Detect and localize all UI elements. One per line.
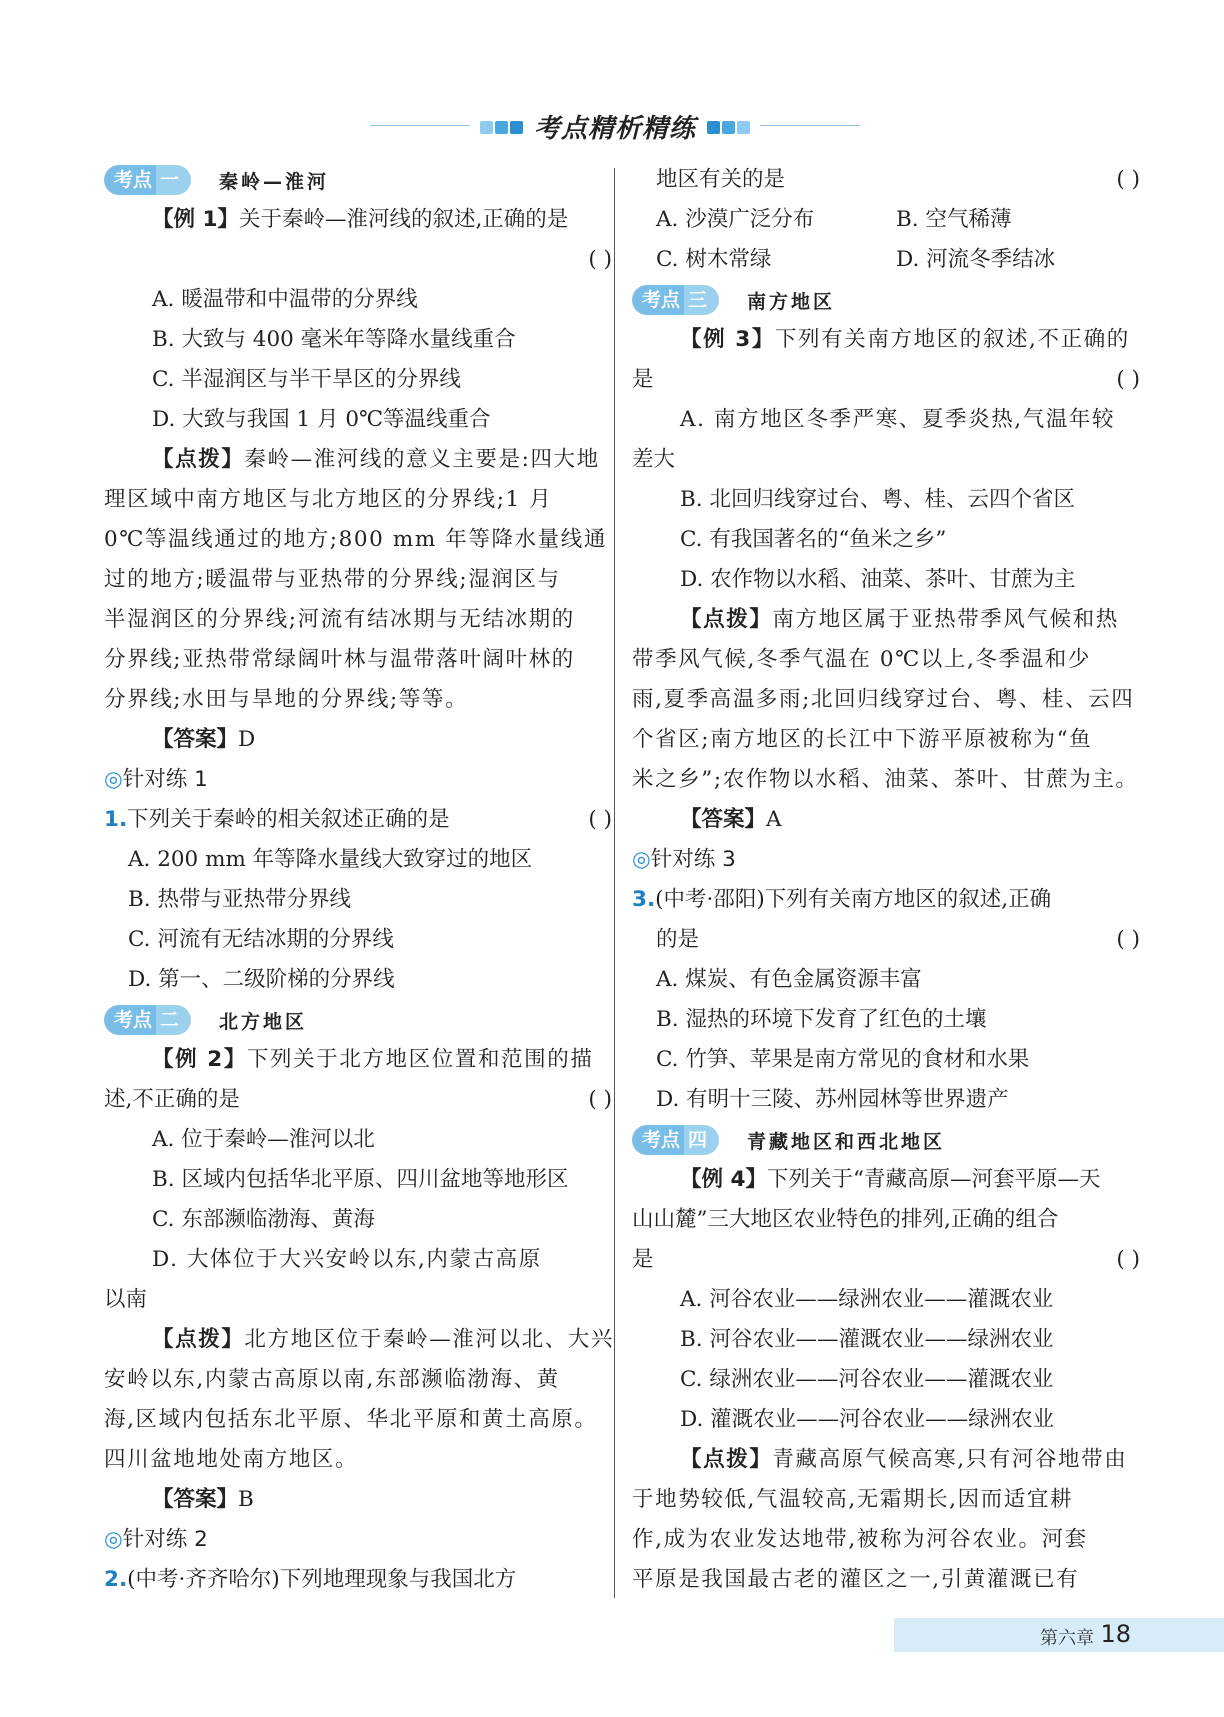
practice-1-heading: ◎针对练 1 bbox=[104, 767, 208, 792]
column-divider bbox=[614, 168, 615, 1598]
answer-line: 【答案】B bbox=[152, 1487, 254, 1512]
hint-line: 米之乡”;农作物以水稻、油菜、茶叶、甘蔗为主。 bbox=[632, 767, 1139, 792]
option: C. 有我国著名的“鱼米之乡” bbox=[680, 527, 947, 552]
example-2-stem: 【例 2】下列关于北方地区位置和范围的描 bbox=[152, 1047, 594, 1072]
square-icon bbox=[480, 121, 493, 134]
option: D. 灌溉农业——河谷农业——绿洲农业 bbox=[680, 1407, 1055, 1432]
kaodian-4-heading bbox=[632, 1120, 1130, 1160]
question-1-stem: 1.下列关于秦岭的相关叙述正确的是 ( ) bbox=[104, 807, 612, 832]
hint-line: 理区域中南方地区与北方地区的分界线;1 月 bbox=[104, 487, 553, 512]
practice-2-heading: ◎针对练 2 bbox=[104, 1527, 208, 1552]
hint-line: 四川盆地地处南方地区。 bbox=[104, 1447, 359, 1472]
kaodian-2-heading bbox=[104, 1000, 602, 1040]
kaodian-badge: 考点 二 bbox=[104, 1005, 191, 1035]
option: A. 暖温带和中温带的分界线 bbox=[152, 287, 418, 312]
example-4-stem-cont: 山山麓”三大地区农业特色的排列,正确的组合 bbox=[632, 1207, 1059, 1232]
page-number: 18 bbox=[1100, 1620, 1131, 1648]
kaodian-badge: 考点 四 bbox=[632, 1125, 719, 1155]
kaodian-3-heading bbox=[632, 280, 1130, 320]
question-2-stem-cont: 地区有关的是 ( ) bbox=[656, 167, 1140, 192]
example-1-paren: ( ) bbox=[588, 247, 612, 272]
hint-line: 平原是我国最古老的灌区之一,引黄灌溉已有 bbox=[632, 1567, 1080, 1592]
option: B. 北回归线穿过台、粤、桂、云四个省区 bbox=[680, 487, 1075, 512]
hint-line: 【点拨】北方地区位于秦岭—淮河以北、大兴 bbox=[152, 1327, 615, 1352]
hint-line: 分界线;水田与旱地的分界线;等等。 bbox=[104, 687, 469, 712]
question-2-stem: 2.(中考·齐齐哈尔)下列地理现象与我国北方 bbox=[104, 1567, 517, 1592]
hint-line: 安岭以东,内蒙古高原以南,东部濒临渤海、黄 bbox=[104, 1367, 560, 1392]
option: B. 热带与亚热带分界线 bbox=[128, 887, 351, 912]
example-2-stem-cont: 述,不正确的是 ( ) bbox=[104, 1087, 612, 1112]
hint-line: 于地势较低,气温较高,无霜期长,因而适宜耕 bbox=[632, 1487, 1074, 1512]
option: B. 大致与 400 毫米年等降水量线重合 bbox=[152, 327, 516, 352]
hint-line: 0℃等温线通过的地方;800 mm 年等降水量线通 bbox=[104, 527, 607, 552]
option: B. 区域内包括华北平原、四川盆地等地形区 bbox=[152, 1167, 569, 1192]
question-3-stem: 3.(中考·邵阳)下列有关南方地区的叙述,正确 bbox=[632, 887, 1052, 912]
left-column bbox=[104, 160, 615, 1600]
kaodian-title: 南方地区 bbox=[747, 290, 836, 313]
hint-line: 作,成为农业发达地带,被称为河谷农业。河套 bbox=[632, 1527, 1088, 1552]
hint-line: 【点拨】秦岭—淮河线的意义主要是:四大地 bbox=[152, 447, 600, 472]
option: A. 位于秦岭—淮河以北 bbox=[152, 1127, 375, 1152]
kaodian-title: 青藏地区和西北地区 bbox=[747, 1130, 946, 1153]
hint-line: 【点拨】青藏高原气候高寒,只有河谷地带由 bbox=[680, 1447, 1128, 1472]
kaodian-badge: 考点 一 bbox=[104, 165, 191, 195]
page-footer bbox=[894, 1618, 1224, 1652]
option: D. 农作物以水稻、油菜、茶叶、甘蔗为主 bbox=[680, 567, 1076, 592]
chapter-label: 第六章 bbox=[1040, 1628, 1094, 1649]
example-1-stem: 【例 1】关于秦岭—淮河线的叙述,正确的是 bbox=[152, 207, 569, 232]
option: C. 河流有无结冰期的分界线 bbox=[128, 927, 394, 952]
kaodian-badge: 考点 三 bbox=[632, 285, 719, 315]
option: C. 竹笋、苹果是南方常见的食材和水果 bbox=[656, 1047, 1030, 1072]
option-row: A. 沙漠广泛分布 B. 空气稀薄 bbox=[656, 207, 1012, 232]
hint-line: 过的地方;暖温带与亚热带的分界线;湿润区与 bbox=[104, 567, 561, 592]
header-title: 考点精析精练 bbox=[533, 114, 696, 144]
option: D. 第一、二级阶梯的分界线 bbox=[128, 967, 395, 992]
example-3-stem: 【例 3】下列有关南方地区的叙述,不正确的 bbox=[680, 327, 1130, 352]
practice-3-heading: ◎针对练 3 bbox=[632, 847, 736, 872]
section-header bbox=[370, 108, 860, 144]
kaodian-1-heading bbox=[104, 160, 602, 200]
example-4-stem-end: 是 ( ) bbox=[632, 1247, 1140, 1272]
hint-line: 个省区;南方地区的长江中下游平原被称为“鱼 bbox=[632, 727, 1093, 752]
header-title-row bbox=[370, 108, 860, 145]
square-icon bbox=[510, 121, 523, 134]
option: C. 东部濒临渤海、黄海 bbox=[152, 1207, 375, 1232]
answer-line: 【答案】A bbox=[680, 807, 782, 832]
answer-line: 【答案】D bbox=[152, 727, 256, 752]
hint-line: 【点拨】南方地区属于亚热带季风气候和热 bbox=[680, 607, 1119, 632]
question-3-stem-cont: 的是 ( ) bbox=[656, 927, 1140, 952]
square-icon bbox=[737, 121, 750, 134]
hint-line: 带季风气候,冬季气温在 0℃以上,冬季温和少 bbox=[632, 647, 1091, 672]
right-column bbox=[632, 160, 1140, 1600]
option: B. 河谷农业——灌溉农业——绿洲农业 bbox=[680, 1327, 1054, 1352]
option-row: C. 树木常绿 D. 河流冬季结冰 bbox=[656, 247, 1056, 272]
option: A. 河谷农业——绿洲农业——灌溉农业 bbox=[680, 1287, 1054, 1312]
option: D. 大致与我国 1 月 0℃等温线重合 bbox=[152, 407, 491, 432]
option-cont: 差大 bbox=[632, 447, 676, 472]
option: D. 有明十三陵、苏州园林等世界遗产 bbox=[656, 1087, 1009, 1112]
option: A. 南方地区冬季严寒、夏季炎热,气温年较 bbox=[680, 407, 1116, 432]
hint-line: 分界线;亚热带常绿阔叶林与温带落叶阔叶林的 bbox=[104, 647, 575, 672]
hint-line: 半湿润区的分界线;河流有结冰期与无结冰期的 bbox=[104, 607, 575, 632]
option-cont: 以南 bbox=[104, 1287, 148, 1312]
kaodian-title: 北方地区 bbox=[219, 1010, 308, 1033]
example-4-stem: 【例 4】下列关于“青藏高原—河套平原—天 bbox=[680, 1167, 1101, 1192]
hint-line: 雨,夏季高温多雨;北回归线穿过台、粤、桂、云四 bbox=[632, 687, 1135, 712]
option: A. 200 mm 年等降水量线大致穿过的地区 bbox=[128, 847, 533, 872]
option: C. 半湿润区与半干旱区的分界线 bbox=[152, 367, 461, 392]
kaodian-title: 秦岭—淮河 bbox=[219, 170, 330, 193]
example-3-stem-cont: 是 ( ) bbox=[632, 367, 1140, 392]
option: C. 绿洲农业——河谷农业——灌溉农业 bbox=[680, 1367, 1054, 1392]
hint-line: 海,区域内包括东北平原、华北平原和黄土高原。 bbox=[104, 1407, 598, 1432]
option: D. 大体位于大兴安岭以东,内蒙古高原 bbox=[152, 1247, 542, 1272]
square-icon bbox=[722, 121, 735, 134]
option: B. 湿热的环境下发育了红色的土壤 bbox=[656, 1007, 987, 1032]
option: A. 煤炭、有色金属资源丰富 bbox=[656, 967, 922, 992]
square-icon bbox=[495, 121, 508, 134]
square-icon bbox=[707, 121, 720, 134]
